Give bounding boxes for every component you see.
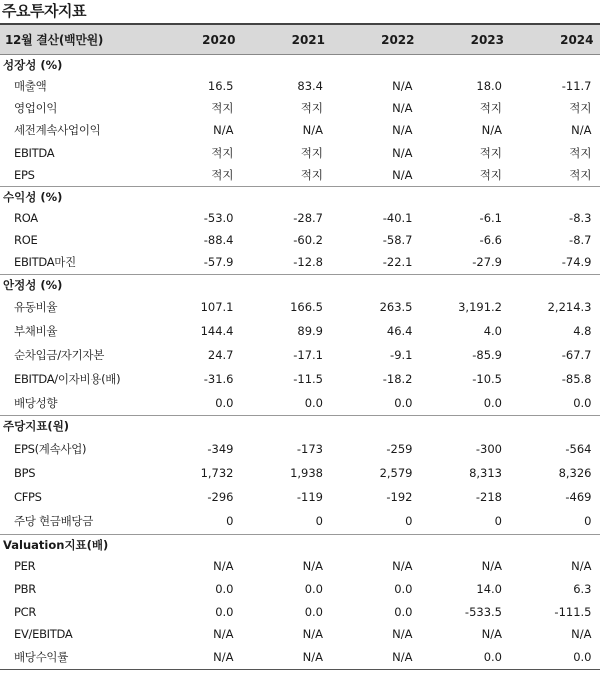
- row-label: 배당성향: [14, 396, 58, 411]
- table-cell: -296: [207, 490, 234, 505]
- table-cell: -85.9: [472, 347, 502, 362]
- table-cell: 24.7: [207, 347, 234, 362]
- row-label: BPS: [14, 465, 36, 480]
- table-cell: -119: [296, 490, 323, 505]
- table-row: [0, 319, 600, 343]
- table-row: [0, 97, 600, 119]
- table-cell: 0.0: [394, 581, 413, 596]
- row-label: EBITDA: [14, 145, 55, 160]
- row-label: 주당 현금배당금: [14, 514, 94, 529]
- section-2: [0, 275, 600, 417]
- row-label: 순차입금/자기자본: [14, 347, 105, 362]
- table-cell: 0.0: [215, 604, 234, 619]
- table-cell: 적지: [479, 145, 502, 160]
- table-cell: 4.0: [483, 323, 502, 338]
- row-label: PER: [14, 559, 36, 574]
- row-label: EBITDA마진: [14, 255, 76, 270]
- table-cell: -31.6: [203, 372, 234, 387]
- table-row: [0, 436, 600, 460]
- row-label: ROA: [14, 211, 38, 226]
- row-label: ROE: [14, 233, 38, 248]
- table-cell: -60.2: [293, 233, 323, 248]
- table-cell: -349: [207, 441, 234, 456]
- table-cell: 0: [584, 514, 592, 529]
- row-label: 매출액: [14, 79, 47, 94]
- section-title: Valuation지표(배): [3, 537, 109, 552]
- table-cell: 0.0: [483, 396, 502, 411]
- row-label: EPS: [14, 167, 35, 182]
- table-row: [0, 207, 600, 229]
- header-year: 2021: [291, 32, 325, 47]
- table-cell: -22.1: [382, 255, 413, 270]
- table-cell: 0.0: [483, 650, 502, 665]
- table-cell: -53.0: [203, 211, 234, 226]
- table-cell: N/A: [571, 627, 592, 642]
- row-label: EPS(계속사업): [14, 441, 87, 456]
- table-cell: -11.5: [293, 372, 323, 387]
- table-cell: N/A: [392, 167, 413, 182]
- table-cell: -88.4: [203, 233, 234, 248]
- table-cell: 0.0: [215, 396, 234, 411]
- table-row: [0, 295, 600, 319]
- table-cell: N/A: [392, 559, 413, 574]
- table-cell: N/A: [392, 123, 413, 138]
- row-label: EBITDA/이자비용(배): [14, 372, 121, 387]
- table-cell: 4.8: [573, 323, 592, 338]
- table-cell: 8,313: [469, 465, 502, 480]
- table-cell: -17.1: [293, 347, 323, 362]
- row-label: 부채비율: [14, 323, 58, 338]
- table-cell: N/A: [302, 559, 323, 574]
- row-label: 유동비율: [14, 299, 58, 314]
- header-label: 12월 결산(백만원): [5, 33, 104, 47]
- table-cell: N/A: [392, 650, 413, 665]
- table-cell: N/A: [213, 559, 234, 574]
- table-cell: N/A: [481, 559, 502, 574]
- table-cell: 0.0: [573, 396, 592, 411]
- row-label: PCR: [14, 604, 37, 619]
- section-title: 성장성 (%): [3, 58, 63, 72]
- table-cell: N/A: [213, 627, 234, 642]
- table-cell: N/A: [571, 559, 592, 574]
- table-row: [0, 600, 600, 623]
- table-cell: 적지: [300, 167, 323, 182]
- table-cell: N/A: [392, 145, 413, 160]
- table-cell: 적지: [479, 101, 502, 116]
- table-row: [0, 119, 600, 141]
- table-body: [0, 55, 600, 670]
- table-cell: 14.0: [476, 581, 502, 596]
- row-label: EV/EBITDA: [14, 627, 73, 642]
- table-row: [0, 343, 600, 367]
- table-cell: -85.8: [561, 372, 592, 387]
- table-cell: 18.0: [476, 79, 502, 94]
- table-cell: -469: [565, 490, 592, 505]
- table-cell: 적지: [569, 145, 592, 160]
- table-cell: 46.4: [386, 323, 413, 338]
- table-row: [0, 75, 600, 97]
- table-cell: 263.5: [379, 299, 413, 314]
- table-cell: N/A: [302, 627, 323, 642]
- header-year: 2023: [470, 32, 504, 47]
- table-cell: -111.5: [554, 604, 592, 619]
- section-title: 수익성 (%): [3, 189, 63, 204]
- table-cell: 0: [405, 514, 413, 529]
- table-cell: 0: [494, 514, 502, 529]
- table-cell: 적지: [300, 101, 323, 116]
- table-cell: -28.7: [293, 211, 323, 226]
- table-cell: 89.9: [297, 323, 323, 338]
- table-cell: N/A: [302, 650, 323, 665]
- table-cell: -57.9: [203, 255, 234, 270]
- table-cell: -259: [386, 441, 413, 456]
- investment-indicators-table: [0, 23, 600, 670]
- table-row: [0, 485, 600, 509]
- row-label: 세전계속사업이익: [14, 123, 101, 138]
- row-label: 배당수익률: [14, 650, 69, 665]
- table-row: [0, 461, 600, 485]
- table-cell: N/A: [213, 650, 234, 665]
- table-cell: 16.5: [207, 79, 234, 94]
- table-row: [0, 555, 600, 578]
- section-4: [0, 535, 600, 670]
- table-row: [0, 577, 600, 600]
- table-cell: 6.3: [573, 581, 592, 596]
- table-cell: -10.5: [472, 372, 502, 387]
- table-row: [0, 142, 600, 164]
- table-cell: 144.4: [200, 323, 234, 338]
- section-3: [0, 416, 600, 534]
- header-year: 2024: [560, 32, 594, 47]
- table-cell: 2,214.3: [547, 299, 592, 314]
- table-cell: -27.9: [472, 255, 502, 270]
- table-cell: 적지: [300, 145, 323, 160]
- header-year: 2020: [202, 32, 236, 47]
- table-row: [0, 164, 600, 186]
- table-row: [0, 509, 600, 533]
- table-cell: 8,326: [558, 465, 592, 480]
- table-cell: 적지: [211, 167, 234, 182]
- table-cell: N/A: [481, 627, 502, 642]
- table-cell: 107.1: [200, 299, 234, 314]
- table-cell: N/A: [392, 79, 413, 94]
- table-cell: 83.4: [297, 79, 323, 94]
- table-cell: -564: [565, 441, 592, 456]
- row-label: 영업이익: [14, 101, 58, 116]
- table-cell: 0.0: [304, 604, 323, 619]
- table-cell: N/A: [392, 101, 413, 116]
- table-row: [0, 251, 600, 273]
- table-cell: 적지: [211, 101, 234, 116]
- row-label: PBR: [14, 581, 36, 596]
- table-cell: 1,732: [200, 465, 234, 480]
- table-cell: 0.0: [394, 396, 413, 411]
- table-cell: N/A: [392, 627, 413, 642]
- table-cell: -218: [475, 490, 502, 505]
- table-cell: -58.7: [382, 233, 413, 248]
- section-title: 안정성 (%): [3, 277, 63, 292]
- section-title: 주당지표(원): [3, 419, 70, 434]
- table-cell: 0: [315, 514, 323, 529]
- table-cell: N/A: [481, 123, 502, 138]
- table-cell: 적지: [211, 145, 234, 160]
- table-row: [0, 646, 600, 669]
- table-cell: -8.3: [569, 211, 592, 226]
- table-cell: -6.6: [479, 233, 502, 248]
- table-cell: -533.5: [464, 604, 502, 619]
- table-cell: 1,938: [290, 465, 323, 480]
- table-row: [0, 367, 600, 391]
- table-cell: -173: [296, 441, 323, 456]
- table-cell: 적지: [479, 167, 502, 182]
- table-cell: 0: [226, 514, 234, 529]
- table-cell: 3,191.2: [458, 299, 502, 314]
- page-title: 주요투자지표: [2, 2, 86, 20]
- table-cell: 적지: [569, 101, 592, 116]
- table-cell: N/A: [571, 123, 592, 138]
- table-row: [0, 623, 600, 646]
- table-header-row: [0, 25, 600, 55]
- row-label: CFPS: [14, 490, 42, 505]
- table-cell: 적지: [569, 167, 592, 182]
- table-cell: -18.2: [382, 372, 413, 387]
- table-cell: -12.8: [293, 255, 323, 270]
- table-cell: 0.0: [304, 581, 323, 596]
- table-cell: 166.5: [290, 299, 323, 314]
- table-cell: 0.0: [215, 581, 234, 596]
- header-year: 2022: [381, 32, 415, 47]
- table-cell: N/A: [213, 123, 234, 138]
- table-cell: -8.7: [569, 233, 592, 248]
- table-cell: -67.7: [561, 347, 592, 362]
- table-row: [0, 391, 600, 415]
- table-cell: 0.0: [573, 650, 592, 665]
- table-cell: -192: [386, 490, 413, 505]
- table-cell: 2,579: [379, 465, 413, 480]
- table-cell: N/A: [302, 123, 323, 138]
- table-row: [0, 229, 600, 251]
- section-1: [0, 187, 600, 275]
- table-cell: -40.1: [382, 211, 413, 226]
- table-cell: 0.0: [304, 396, 323, 411]
- section-0: [0, 55, 600, 187]
- table-cell: -74.9: [561, 255, 592, 270]
- table-cell: -9.1: [390, 347, 413, 362]
- table-cell: -11.7: [561, 79, 592, 94]
- table-cell: -300: [475, 441, 502, 456]
- table-cell: 0.0: [394, 604, 413, 619]
- table-cell: -6.1: [479, 211, 502, 226]
